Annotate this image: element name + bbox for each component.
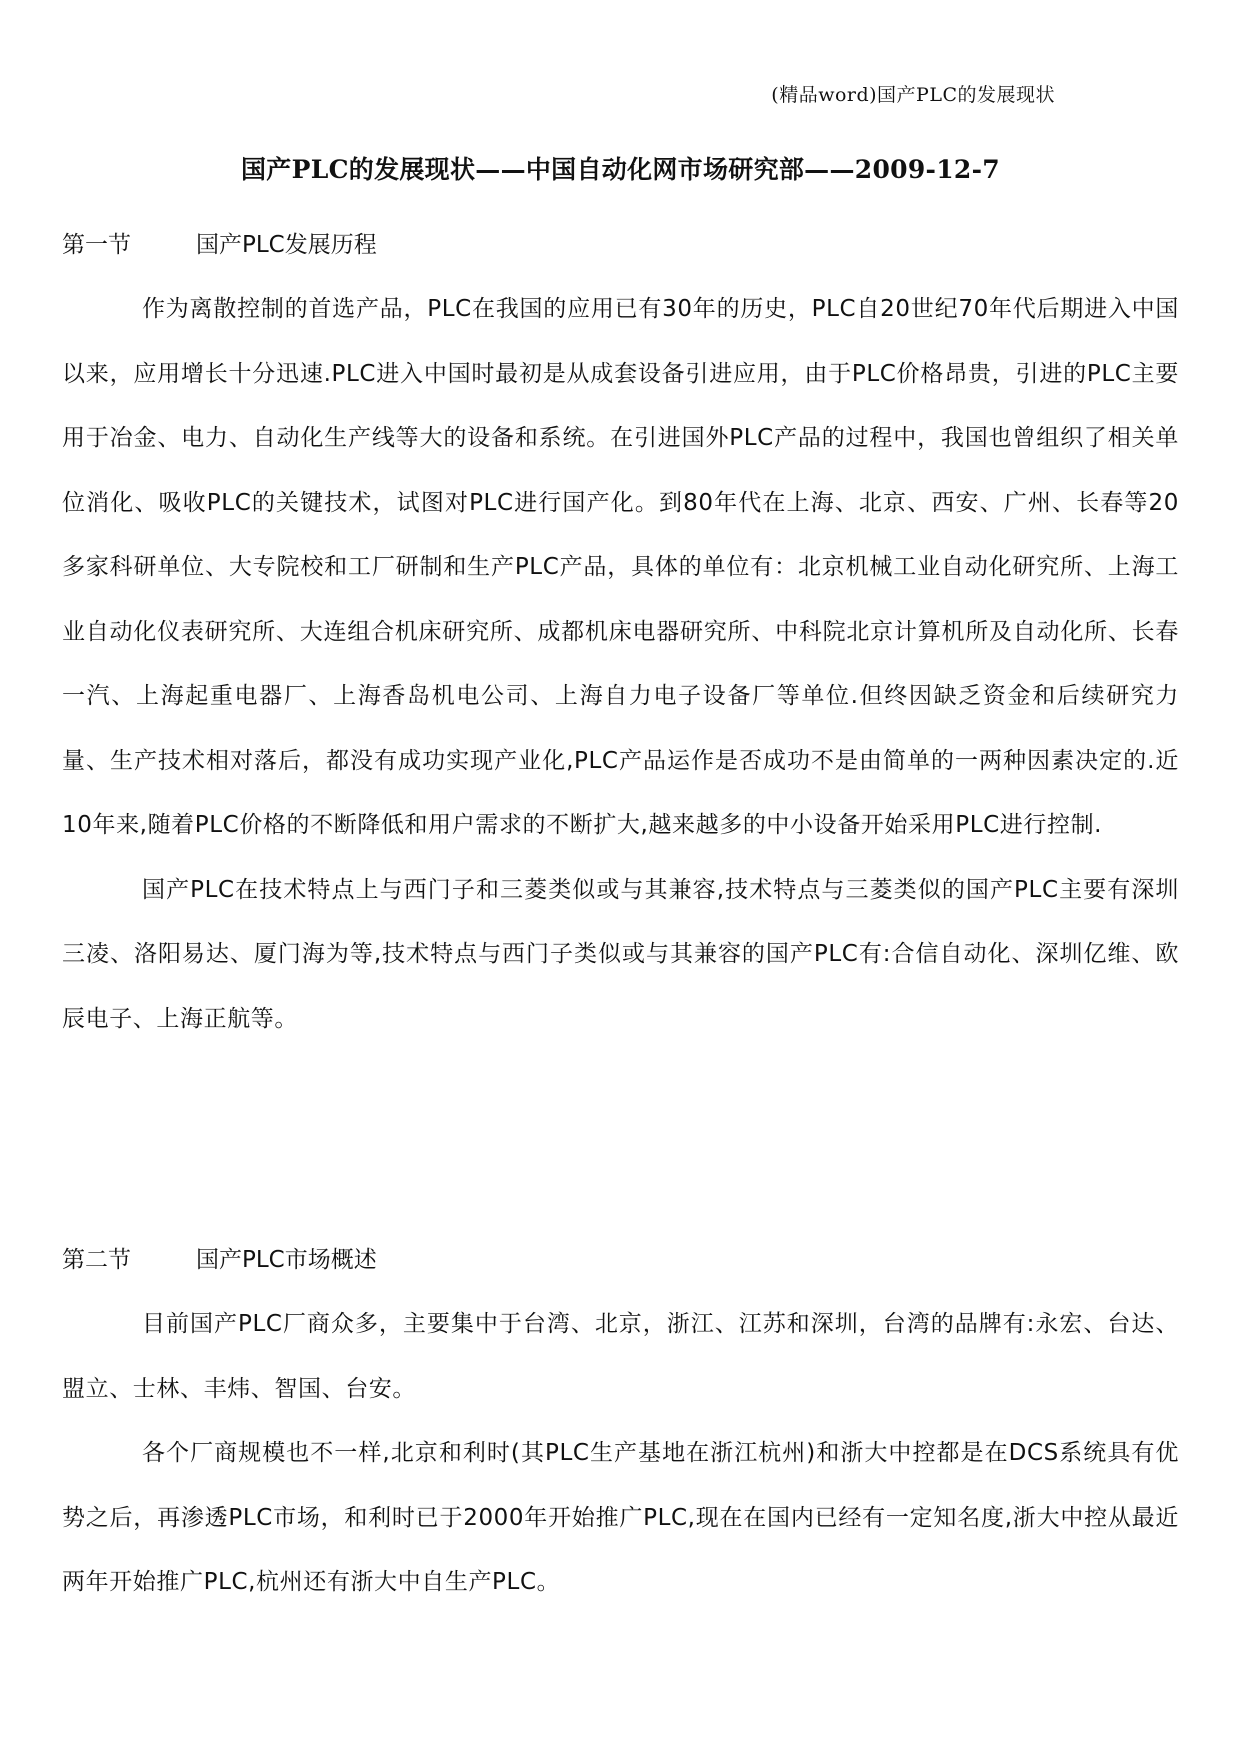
section-1-body <box>62 277 1179 1051</box>
section-1-number: 第一节 <box>62 232 131 258</box>
section-1-paragraph-1: 作为离散控制的首选产品，PLC在我国的应用已有30年的历史，PLC自20世纪70年代后期进入中国以来，应用增长十分迅速.PLC进入中国时最初是从成套设备引进应用，由于PLC价格昂贵，引进的PLC主要用于冶金、电力、自动化生产线等大的设备和系统。在引进国外PLC产品的过程中，我国也曾组织了相关单位消化、吸收PLC的关键技术，试图对PLC进行国产化。到80年代在上海、北京、西安、广州、长春等20多家科研单位、大专院校和工厂研制和生产PLC产品，具体的单位有：北京机械工业自动化研究所、上海工业自动化仪表研究所、大连组合机床研究所、成都机床电器研究所、中科院北京计算机所及自动化所、长春一汽、上海起重电器厂、上海香岛机电公司、上海自力电子设备厂等单位.但终因缺乏资金和后续研究力量、生产技术相对落后，都没有成功实现产业化,PLC产品运作是否成功不是由简单的一两种因素决定的.近10年来,随着PLC价格的不断降低和用户需求的不断扩大,越来越多的中小设备开始采用PLC进行控制. <box>62 296 1179 838</box>
section-2-heading <box>62 1245 1179 1275</box>
section-1-title: 国产PLC发展历程 <box>196 232 377 258</box>
section-2-body <box>62 1292 1179 1615</box>
document-title: 国产PLC的发展现状——中国自动化网市场研究部——2009-12-7 <box>241 154 1000 184</box>
running-header: (精品word)国产PLC的发展现状 <box>771 84 1055 106</box>
section-1-heading <box>62 230 1179 260</box>
section-2-paragraph-2: 各个厂商规模也不一样,北京和利时(其PLC生产基地在浙江杭州)和浙大中控都是在DCS系统具有优势之后，再渗透PLC市场，和利时已于2000年开始推广PLC,现在在国内已经有一定知名度,浙大中控从最近两年开始推广PLC,杭州还有浙大中自生产PLC。 <box>62 1440 1179 1595</box>
section-1-paragraph-2: 国产PLC在技术特点上与西门子和三菱类似或与其兼容,技术特点与三菱类似的国产PLC主要有深圳三凌、洛阳易达、厦门海为等,技术特点与西门子类似或与其兼容的国产PLC有:合信自动化、深圳亿维、欧辰电子、上海正航等。 <box>62 876 1179 1032</box>
section-2-title: 国产PLC市场概述 <box>196 1247 377 1273</box>
section-2-paragraph-1: 目前国产PLC厂商众多，主要集中于台湾、北京，浙江、江苏和深圳，台湾的品牌有:永宏、台达、盟立、士林、丰炜、智国、台安。 <box>62 1311 1179 1402</box>
section-2-number: 第二节 <box>62 1247 131 1273</box>
